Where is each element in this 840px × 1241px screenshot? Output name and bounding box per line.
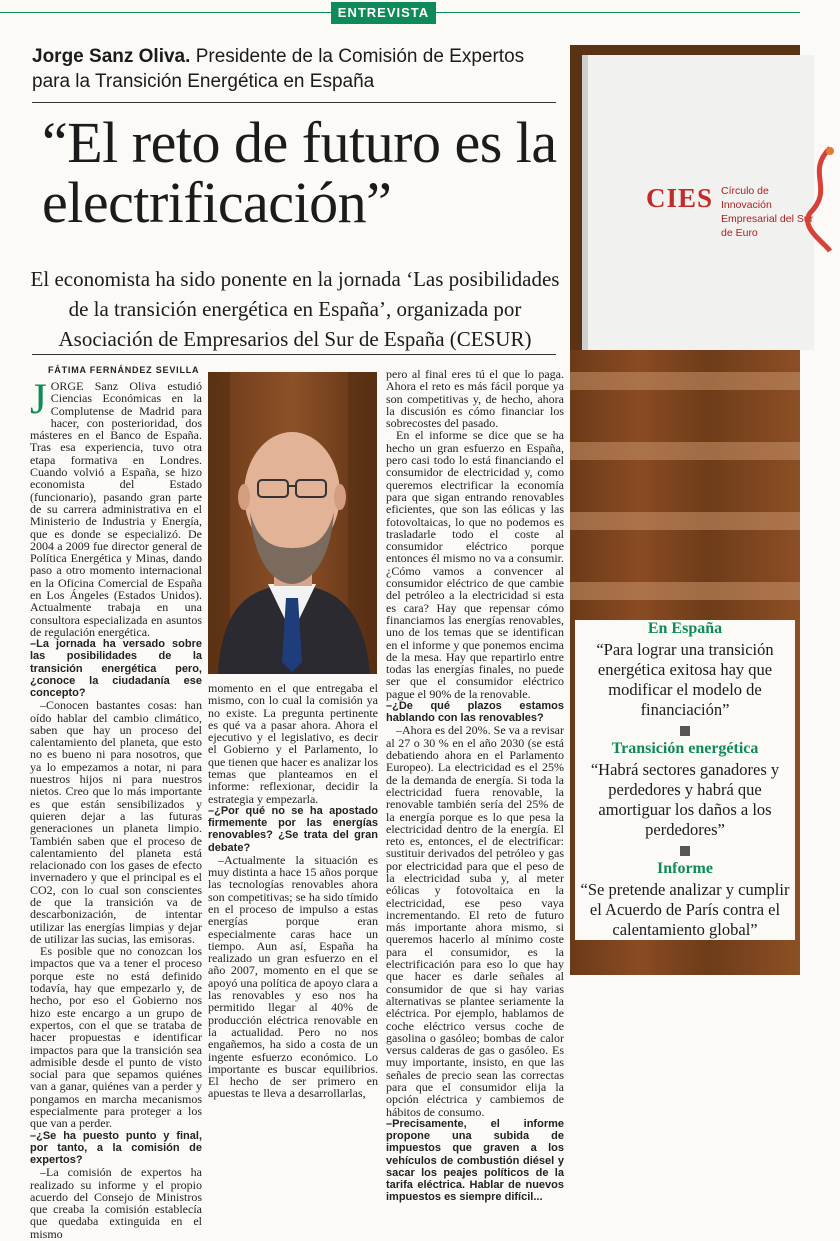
paragraph: –Actualmente la situación es muy distinta a hace 15 años porque las tecnologías renovables ahora son competitivas; se ha sido tímido en el proceso de impulso a estas energías porque eran especialmente caras hace un tiempo. Aun así, España ha realizado un gran esfuerzo en el año 2007, momento en el que se apoyó una política de apoyo clara a las renovables y eso nos ha permitido llegar al 40% de producción eléctrica renovable en la actualidad. Pero no nos engañemos, ha sido a costa de un ingente esfuerzo económico. Lo importante es buscar equilibrios. El hecho de ser primero en apuestas te lleva a desarrollarlas, <box>208 852 378 1101</box>
divider <box>32 102 556 103</box>
portrait-photo <box>208 372 377 674</box>
headline: “El reto de futuro es la electrificación” <box>42 110 557 235</box>
sidebar-title: Informe <box>657 860 713 877</box>
body-column-3 <box>386 368 564 1203</box>
paragraph: Es posible que no conozcan los impactos que va a tener el proceso porque este no está definido todavía, hay que empezarlo y, de hecho, por eso el Gobierno nos hizo este encargo a un grupo de expertos, con el que se trataba de hacer propuestas e identificar impactos para que la transición sea admisible desde el punto de visto social para que sepamos quiénes van a ganar, quiénes van a perder y pongamos en marcha mecanismos especialmente para proteger a los que van a perder. <box>30 944 202 1131</box>
paragraph: pero al final eres tú el que lo paga. Ahora el reto es más fácil porque ya son competitivas y, de hecho, ahora la discusión es cómo financiar los sobrecostes del pasado. <box>386 367 564 431</box>
sidebar-title: Transición energética <box>611 740 759 757</box>
question: –La jornada ha versado sobre las posibilidades de la transición energética pero, ¿conoce la ciudadanía ese concepto? <box>30 638 202 700</box>
portrait-illustration <box>208 372 377 674</box>
cies-line-2: Empresarial del Sur de Euro <box>721 213 814 239</box>
paragraph: –La comisión de expertos ha realizado su informe y el propio acuerdo del Consejo de Ministros que creaba la comisión establecía que quedaba extinguida en el mismo <box>30 1165 202 1241</box>
question: –¿Por qué no se ha apostado firmemente por las energías renovables? ¿Se trata del gran debate? <box>208 804 378 854</box>
interviewee-name: Jorge Sanz Oliva. <box>32 46 191 67</box>
paragraph: ORGE Sanz Oliva estudió Ciencias Económicas en la Complutense de Madrid para hacer, con posterioridad, dos másteres en el Banco de España. Tras esa experiencia, tuvo otra etapa formativa en Londres. Cuando volvió a España, se hizo economista del Estado (funcionario), pasando gran parte de su carrera administrativa en el Ministerio de Industria y Energía, que es donde se especializó. De 2004 a 2009 fue director general de Política Energética y Minas, dando paso a otro momento internacional en la Oficina Comercial de España en Los Ángeles (Estados Unidos). Actualmente trabaja en una consultora especializada en asuntos de regulación energética. <box>30 379 202 639</box>
question: –¿De qué plazos estamos hablando con las renovables? <box>386 700 564 725</box>
cies-logo: CIES <box>646 183 714 213</box>
question: –¿Se ha puesto punto y final, por tanto, a la comisión de expertos? <box>30 1129 202 1167</box>
interviewee-byline <box>32 44 567 94</box>
section-tag: ENTREVISTA <box>331 2 436 24</box>
paragraph: –Conocen bastantes cosas: han oído hablar del cambio climático, saben que hay un proceso del calentamiento del planeta, que esto no es bueno ni para nosotros, que ya lo empezamos a notar, ni para nuestros hijos ni para nuestros nietos. Creo que lo más importante es que están sensibilizados y quieren dejar a las futuras generaciones un planeta limpio. También saben que el proceso de calentamiento del planeta está relacionado con los gases de efecto invernadero y que el principal es el CO2, con lo cual son conscientes de que la transición va de descarbonización, de intentar utilizar las energías limpias y dejar de utilizar las sucias, las emisoras. <box>30 698 202 946</box>
cies-swirl-icon <box>800 143 840 253</box>
quotes-sidebar <box>575 620 795 940</box>
subheadline: El economista ha sido ponente en la jornada ‘Las posibilidades de la transición energética en España’, organizada por Asociación de Empresarios del Sur de España (CESUR) <box>30 267 560 351</box>
interviewee-role: Presidente de la Comisión de Expertos para la Transición Energética en España <box>32 46 525 92</box>
body-column-2 <box>208 682 378 1100</box>
sidebar-quote: “Se pretende analizar y cumplir el Acuerdo de París contra el calentamiento global” <box>580 880 790 939</box>
sidebar-title: En España <box>647 620 723 637</box>
paragraph: momento en el que entregaba el mismo, con lo cual la comisión ya no existe. La pregunta pertinente es qué va a pasar ahora. Ahora el ejecutivo y el legislativo, es decir el Gobierno y el Parlamento, lo que tienen que hacer es analizar los temas que planteamos en el informe: reflexionar, decidir la estrategia y empezarla. <box>208 681 378 806</box>
sidebar-quote: “Para lograr una transición energética exitosa hay que modificar el modelo de financiación” <box>596 640 774 719</box>
body-column-1 <box>30 376 202 1241</box>
projection-screen <box>582 55 814 350</box>
drop-cap: J <box>30 376 47 423</box>
author-byline: FÁTIMA FERNÁNDEZ SEVILLA <box>48 365 200 375</box>
paragraph: –Ahora es del 20%. Se va a revisar al 27 o 30 % en el año 2030 (se está debatiendo ahora en el Parlamento Europeo). La electricidad es el 25% de la demanda de energía. Si toda la electricidad fuera renovable, la renovable también sería del 25% de la energía porque es lo que pesa la electricidad dentro de la energía. El reto es, entonces, el de electrificar: sustituir derivados del petróleo y gas por electricidad para que el peso de la electricidad suba y, al meter eólicas y fotovoltaica en la electricidad, ese peso vaya incrementando. El reto de futuro más importante ahora mismo, si queremos hacerlo al mínimo coste para el consumidor, es la electrificación para eso lo que hay que hacer es darle señales al consumidor de que si hay varias alternativas se plantee seriamente la eléctrica. Por ejemplo, hablamos de coche eléctrico versus coche de gasolina o gasóleo; bombas de calor versus calderas de gas o gasóleo. Es muy importante, insisto, en que las señales de precio sean las correctas para que el consumidor elija la opción eléctrica y cambiemos de hábitos de consumo. <box>386 723 564 1119</box>
divider <box>32 354 556 355</box>
paragraph: En el informe se dice que se ha hecho un gran esfuerzo en España, pero casi todo lo está financiando el consumidor de electricidad y, como queremos electrificar la economía para que sigan entrando renovables eficientes, que son las eólicas y las fotovoltaicas, lo que no podemos es trasladarle todo el coste al consumidor eléctrico porque entonces él mismo no va a consumir. ¿Cómo vamos a convencer al consumidor eléctrico de que cambie del petróleo a la electricidad si esta es cara? Hay que repensar cómo financiamos las energías renovables, uno de los temas que se identifican en el informe y que ponemos encima de la mesa. Hay que repartirlo entre todas las energías finales, no puede ser que el consumidor eléctrico pague el 90% de la renovable. <box>386 428 564 701</box>
sidebar-quote: “Habrá sectores ganadores y perdedores y habrá que amortiguar los daños a los perdedores” <box>590 760 780 839</box>
question: –Precisamente, el informe propone una subida de impuestos que graven a los vehículos de combustión diésel y sacar los peajes políticos de la tarifa eléctrica. Hablar de nuevos impuestos es siempre difícil... <box>386 1117 564 1204</box>
square-bullet-icon <box>680 726 690 736</box>
cies-line-1: Círculo de Innovación <box>721 185 772 211</box>
square-bullet-icon <box>680 846 690 856</box>
